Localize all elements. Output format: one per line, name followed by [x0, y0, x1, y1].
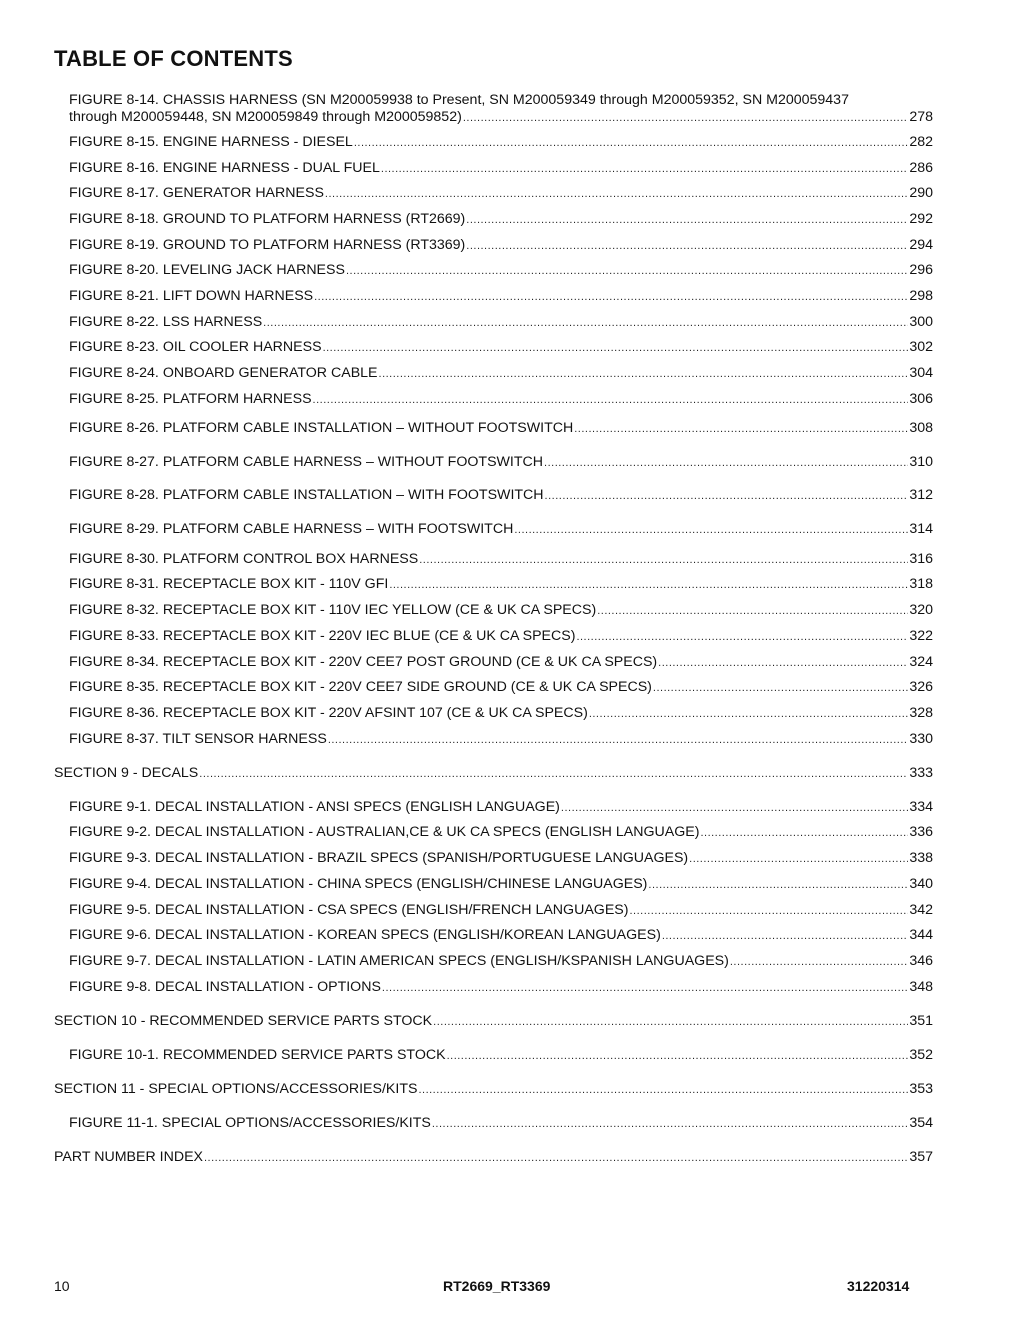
- toc-entry-page: 348: [909, 979, 933, 995]
- toc-entry-label: SECTION 10 - RECOMMENDED SERVICE PARTS STOCK: [54, 1013, 433, 1029]
- leader-dots: [629, 903, 908, 920]
- leader-dots: [653, 680, 908, 697]
- toc-entry-label: FIGURE 8-36. RECEPTACLE BOX KIT - 220V AFSINT 107 (CE & UK CA SPECS): [69, 705, 588, 721]
- toc-entry[interactable]: [69, 1115, 933, 1133]
- toc-entry[interactable]: [69, 134, 933, 152]
- toc-entry[interactable]: [69, 109, 933, 127]
- toc-entry-label: FIGURE 9-7. DECAL INSTALLATION - LATIN AMERICAN SPECS (ENGLISH/KSPANISH LANGUAGES): [69, 953, 729, 969]
- toc-entry-page: 286: [909, 160, 933, 176]
- leader-dots: [323, 340, 909, 357]
- toc-section-entry[interactable]: [54, 1149, 933, 1167]
- toc-entry-page: 354: [909, 1115, 933, 1131]
- leader-dots: [466, 212, 908, 229]
- toc-entry-label: FIGURE 8-21. LIFT DOWN HARNESS: [69, 288, 314, 304]
- leader-dots: [658, 655, 908, 672]
- toc-entry-label: SECTION 9 - DECALS: [54, 765, 199, 781]
- toc-entry-page: 304: [909, 365, 933, 381]
- toc-entry-page: 322: [909, 628, 933, 644]
- leader-dots: [466, 238, 908, 255]
- toc-entry[interactable]: [69, 602, 933, 620]
- toc-entry[interactable]: [69, 391, 933, 409]
- toc-entry-page: 342: [909, 902, 933, 918]
- toc-entry-label: FIGURE 8-35. RECEPTACLE BOX KIT - 220V CEE7 SIDE GROUND (CE & UK CA SPECS): [69, 679, 652, 695]
- toc-entry[interactable]: [69, 731, 933, 749]
- leader-dots: [514, 522, 908, 539]
- toc-entry[interactable]: [69, 628, 933, 646]
- toc-entry-page: 320: [909, 602, 933, 618]
- toc-entry-label: FIGURE 8-19. GROUND TO PLATFORM HARNESS (RT3369): [69, 237, 466, 253]
- toc-entry-label: FIGURE 8-28. PLATFORM CABLE INSTALLATION – WITH FOOTSWITCH: [69, 487, 544, 503]
- toc-entry[interactable]: [69, 705, 933, 723]
- leader-dots: [544, 455, 908, 472]
- toc-entry-label: FIGURE 8-23. OIL COOLER HARNESS: [69, 339, 322, 355]
- toc-entry-label: SECTION 11 - SPECIAL OPTIONS/ACCESSORIES/KITS: [54, 1081, 418, 1097]
- toc-entry-label: FIGURE 8-34. RECEPTACLE BOX KIT - 220V CEE7 POST GROUND (CE & UK CA SPECS): [69, 654, 658, 670]
- toc-entry-page: 336: [909, 824, 933, 840]
- toc-entry-label: FIGURE 9-8. DECAL INSTALLATION - OPTIONS: [69, 979, 381, 995]
- leader-dots: [648, 877, 908, 894]
- leader-dots: [419, 552, 908, 569]
- toc-entry[interactable]: [69, 160, 933, 178]
- toc-entry-label: FIGURE 8-27. PLATFORM CABLE HARNESS – WITHOUT FOOTSWITCH: [69, 454, 544, 470]
- footer-doc-number: 31220314: [847, 1278, 910, 1294]
- leader-dots: [574, 421, 908, 438]
- toc-entry-page: 310: [909, 454, 933, 470]
- toc-entry-page: 340: [909, 876, 933, 892]
- toc-entry[interactable]: [69, 576, 933, 594]
- toc-entry-page: 302: [909, 339, 933, 355]
- leader-dots: [325, 186, 908, 203]
- leader-dots: [432, 1116, 908, 1133]
- toc-entry-page: 308: [909, 420, 933, 436]
- toc-entry-page: 282: [909, 134, 933, 150]
- leader-dots: [589, 706, 909, 723]
- toc-entry-label: FIGURE 8-37. TILT SENSOR HARNESS: [69, 731, 327, 747]
- toc-entry[interactable]: [69, 314, 933, 332]
- toc-entry-label: through M200059448, SN M200059849 through M200059852): [69, 109, 462, 125]
- toc-entry-label: FIGURE 8-24. ONBOARD GENERATOR CABLE: [69, 365, 378, 381]
- toc-entry-page: 346: [909, 953, 933, 969]
- toc-section-entry[interactable]: [54, 765, 933, 783]
- toc-entry-label: FIGURE 8-16. ENGINE HARNESS - DUAL FUEL: [69, 160, 380, 176]
- toc-entry-page: 352: [909, 1047, 933, 1063]
- toc-entry-label: FIGURE 8-25. PLATFORM HARNESS: [69, 391, 312, 407]
- toc-entry-page: 278: [909, 109, 933, 125]
- page-title: TABLE OF CONTENTS: [54, 46, 293, 71]
- leader-dots: [354, 135, 909, 152]
- toc-entry[interactable]: [69, 237, 933, 255]
- toc-entry-label: FIGURE 9-4. DECAL INSTALLATION - CHINA SPECS (ENGLISH/CHINESE LANGUAGES): [69, 876, 648, 892]
- toc-entry[interactable]: [69, 288, 933, 306]
- toc-entry-page: 318: [909, 576, 933, 592]
- toc-entry[interactable]: [69, 185, 933, 203]
- toc-entry[interactable]: [69, 1047, 933, 1065]
- toc-entry[interactable]: [69, 551, 933, 569]
- leader-dots: [313, 392, 909, 409]
- leader-dots: [561, 800, 908, 817]
- toc-entry[interactable]: [69, 979, 933, 997]
- toc-section-entry[interactable]: [54, 1013, 933, 1031]
- toc-entry-page: 298: [909, 288, 933, 304]
- toc-entry-page: 312: [909, 487, 933, 503]
- toc-entry[interactable]: [69, 799, 933, 817]
- toc-entry[interactable]: [69, 850, 933, 868]
- toc-entry[interactable]: [69, 454, 933, 472]
- toc-entry-label: FIGURE 8-26. PLATFORM CABLE INSTALLATION – WITHOUT FOOTSWITCH: [69, 420, 574, 436]
- toc-entry[interactable]: [69, 824, 933, 842]
- toc-entry-label: FIGURE 8-29. PLATFORM CABLE HARNESS – WITH FOOTSWITCH: [69, 521, 514, 537]
- leader-dots: [700, 825, 908, 842]
- leader-dots: [418, 1082, 908, 1099]
- toc-entry-label: FIGURE 9-3. DECAL INSTALLATION - BRAZIL SPECS (SPANISH/PORTUGUESE LANGUAGES): [69, 850, 689, 866]
- leader-dots: [447, 1048, 909, 1065]
- toc-entry[interactable]: [69, 365, 933, 383]
- toc-entry-page: 333: [909, 765, 933, 781]
- leader-dots: [689, 851, 908, 868]
- leader-dots: [204, 1150, 908, 1167]
- toc-entry-label: FIGURE 8-33. RECEPTACLE BOX KIT - 220V IEC BLUE (CE & UK CA SPECS): [69, 628, 576, 644]
- toc-entry-page: 324: [909, 654, 933, 670]
- toc-entry-page: 290: [909, 185, 933, 201]
- toc-entry-label: FIGURE 9-5. DECAL INSTALLATION - CSA SPECS (ENGLISH/FRENCH LANGUAGES): [69, 902, 629, 918]
- toc-entry-page: 316: [909, 551, 933, 567]
- leader-dots: [433, 1014, 908, 1031]
- leader-dots: [263, 315, 908, 332]
- toc-entry-label: FIGURE 8-15. ENGINE HARNESS - DIESEL: [69, 134, 353, 150]
- leader-dots: [381, 161, 908, 178]
- leader-dots: [314, 289, 908, 306]
- toc-entry-page: 357: [909, 1149, 933, 1165]
- toc-entry[interactable]: [69, 953, 933, 971]
- toc-entry-label: FIGURE 11-1. SPECIAL OPTIONS/ACCESSORIES/KITS: [69, 1115, 431, 1131]
- toc-entry[interactable]: [69, 211, 933, 229]
- footer-model: RT2669_RT3369: [443, 1278, 551, 1294]
- toc-section-entry[interactable]: [54, 1081, 933, 1099]
- leader-dots: [199, 766, 908, 783]
- toc-entry-label: PART NUMBER INDEX: [54, 1149, 203, 1165]
- toc-entry-page: 328: [909, 705, 933, 721]
- leader-dots: [463, 110, 909, 127]
- toc-entry-label: FIGURE 8-20. LEVELING JACK HARNESS: [69, 262, 345, 278]
- toc-entry-page: 330: [909, 731, 933, 747]
- toc-entry-page: 296: [909, 262, 933, 278]
- toc-entry[interactable]: [69, 262, 933, 280]
- toc-entry-label: FIGURE 8-32. RECEPTACLE BOX KIT - 110V IEC YELLOW (CE & UK CA SPECS): [69, 602, 597, 618]
- leader-dots: [662, 928, 909, 945]
- leader-dots: [545, 488, 909, 505]
- toc-entry-page: 344: [909, 927, 933, 943]
- toc-entry[interactable]: [69, 902, 933, 920]
- toc-entry-page: 351: [909, 1013, 933, 1029]
- toc-entry-page: 326: [909, 679, 933, 695]
- leader-dots: [576, 629, 908, 646]
- toc-entry-page: 314: [909, 521, 933, 537]
- leader-dots: [382, 980, 908, 997]
- toc-entry[interactable]: [69, 487, 933, 505]
- toc-entry[interactable]: [69, 521, 933, 539]
- toc-entry-page: 292: [909, 211, 933, 227]
- toc-entry-label: FIGURE 9-1. DECAL INSTALLATION - ANSI SPECS (ENGLISH LANGUAGE): [69, 799, 560, 815]
- toc-entry-label: FIGURE 8-22. LSS HARNESS: [69, 314, 263, 330]
- leader-dots: [389, 577, 908, 594]
- toc-entry-page: 334: [909, 799, 933, 815]
- toc-entry-label: FIGURE 9-2. DECAL INSTALLATION - AUSTRALIAN,CE & UK CA SPECS (ENGLISH LANGUAGE): [69, 824, 700, 840]
- toc-entry[interactable]: [69, 339, 933, 357]
- toc-entry[interactable]: [69, 876, 933, 894]
- toc-entry[interactable]: [69, 654, 933, 672]
- toc-entry-page: 300: [909, 314, 933, 330]
- leader-dots: [346, 263, 908, 280]
- toc-entry-line1[interactable]: FIGURE 8-14. CHASSIS HARNESS (SN M200059938 to Present, SN M200059349 through M200059352, SN M200059437: [69, 92, 849, 108]
- toc-entry[interactable]: [69, 927, 933, 945]
- toc-entry-page: 294: [909, 237, 933, 253]
- toc-entry-label: FIGURE 8-31. RECEPTACLE BOX KIT - 110V GFI: [69, 576, 389, 592]
- toc-entry-label: FIGURE 8-17. GENERATOR HARNESS: [69, 185, 324, 201]
- toc-entry-label: FIGURE 9-6. DECAL INSTALLATION - KOREAN SPECS (ENGLISH/KOREAN LANGUAGES): [69, 927, 661, 943]
- toc-entry-label: FIGURE 8-18. GROUND TO PLATFORM HARNESS (RT2669): [69, 211, 466, 227]
- toc-entry-page: 353: [909, 1081, 933, 1097]
- leader-dots: [597, 603, 908, 620]
- leader-dots: [328, 732, 909, 749]
- footer-page-number: 10: [54, 1278, 70, 1294]
- toc-entry-label: FIGURE 10-1. RECOMMENDED SERVICE PARTS STOCK: [69, 1047, 446, 1063]
- toc-entry-page: 306: [909, 391, 933, 407]
- toc-entry-page: 338: [909, 850, 933, 866]
- toc-entry[interactable]: [69, 420, 933, 438]
- leader-dots: [379, 366, 909, 383]
- leader-dots: [730, 954, 908, 971]
- toc-entry-label: FIGURE 8-30. PLATFORM CONTROL BOX HARNESS: [69, 551, 419, 567]
- toc-entry[interactable]: [69, 679, 933, 697]
